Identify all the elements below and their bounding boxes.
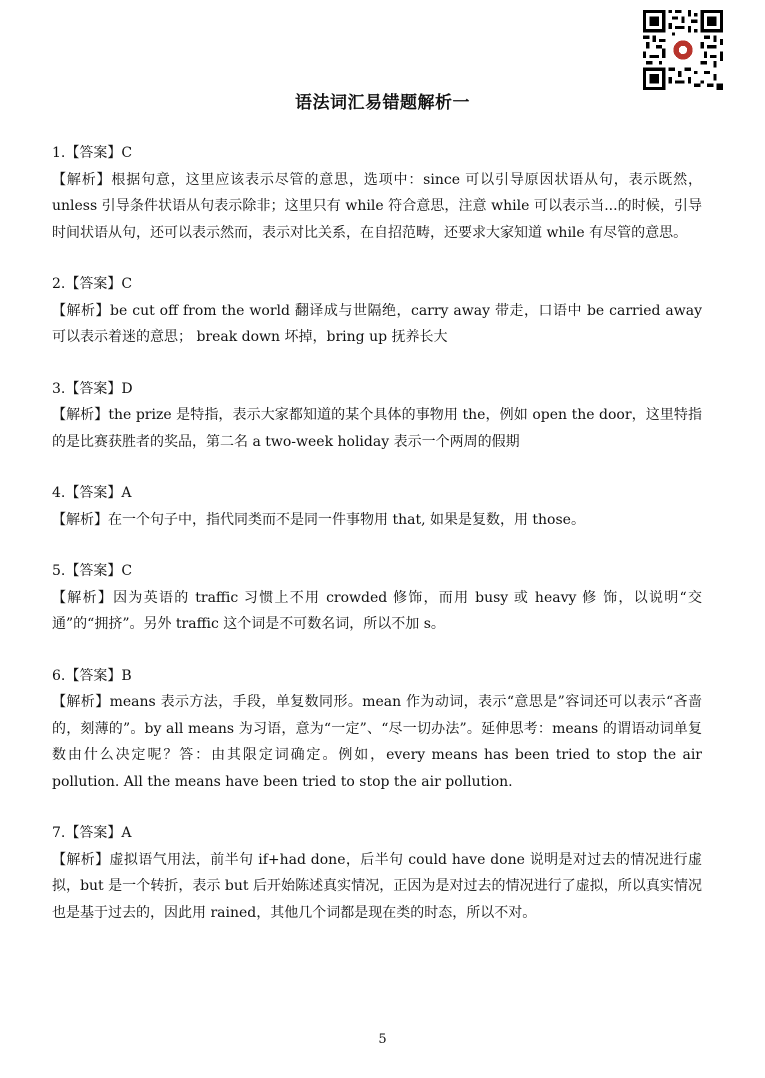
answer-line: 1.【答案】C (52, 145, 133, 161)
analysis-text: 【解析】means 表示方法，手段，单复数同形。mean 作为动词，表示“意思是”容词还可以表示“吝啬的，刻薄的”。by all means 为习语，意为“一定”、“尽一切办法”。延伸思考：means 的谓语动词单复数由什么决定呢？答：由其限定词确定。例如，every means has been tried to stop the air pollution. All the means have been tried to stop the air pollution. (52, 694, 702, 790)
answer-line: 5.【答案】C (52, 563, 133, 579)
answer-line: 3.【答案】D (52, 380, 133, 397)
analysis-text: 【解析】be cut off from the world 翻译成与世隔绝，carry away 带走，口语中 be carried away 可以表示着迷的意思； break down 坏掉，bring up 抚养长大 (52, 302, 702, 345)
answer-item-6 (52, 663, 702, 796)
analysis-text: 【解析】the prize 是特指，表示大家都知道的某个具体的事物用 the，例如 open the door，这里特指的是比赛获胜者的奖品，第二名 a two-week holiday 表示一个两周的假期 (52, 407, 702, 450)
answer-item-2 (52, 271, 702, 351)
answer-item-3 (52, 376, 702, 456)
analysis-text: 【解析】虚拟语气用法，前半句 if+had done，后半句 could have done 说明是对过去的情况进行虚拟，but 是一个转折，表示 but 后开始陈述真实情况，正因为是对过去的情况进行了虚拟，所以真实情况也是基于过去的，因此用 rained，其他几个词都是现在类的时态，所以不对。 (52, 851, 702, 921)
answer-line: 2.【答案】C (52, 276, 133, 292)
answer-line: 4.【答案】A (52, 485, 132, 501)
answer-list (52, 140, 702, 951)
analysis-text: 【解析】因为英语的 traffic 习惯上不用 crowded 修饰，而用 busy 或 heavy 修 饰，以说明“交通”的“拥挤”。另外 traffic 这个词是不可数名词，所以不加 s。 (52, 589, 702, 632)
answer-item-1 (52, 140, 702, 246)
answer-item-5 (52, 558, 702, 638)
analysis-text: 【解析】在一个句子中，指代同类而不是同一件事物用 that, 如果是复数，用 those。 (52, 511, 585, 528)
answer-line: 7.【答案】A (52, 825, 132, 841)
analysis-text: 【解析】根据句意，这里应该表示尽管的意思，选项中：since 可以引导原因状语从句，表示既然，unless 引导条件状语从句表示除非；这里只有 while 符合意思，注意 while 可以表示当...的时候，引导时间状语从句，还可以表示然而，表示对比关系，在自招范畴，还要求大家知道 while 有尽管的意思。 (52, 171, 702, 241)
answer-item-4 (52, 480, 702, 533)
page-title: 语法词汇易错题解析一 (295, 93, 470, 113)
qr-code-icon (640, 10, 726, 90)
page-number: 5 (378, 1032, 387, 1047)
answer-line: 6.【答案】B (52, 667, 132, 684)
answer-item-7 (52, 820, 702, 926)
